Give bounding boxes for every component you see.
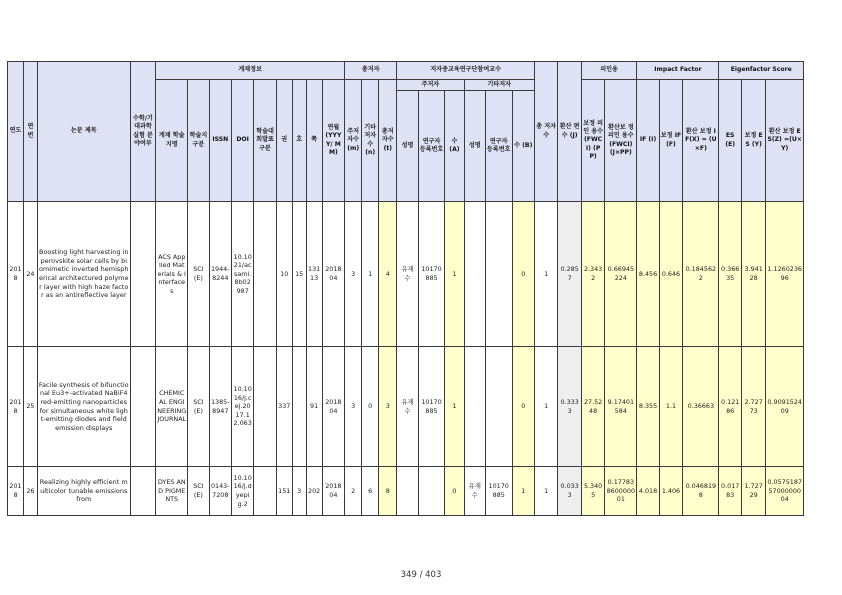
cell-page: 13113 [306,202,322,347]
cell-es-conv: 0.05751875700000004 [766,467,804,516]
cell-converted: 0.2857 [558,202,581,347]
cell-es-conv: 0.909152409 [766,347,804,467]
cell-journal: CHEMICAL ENGINEERING JOURNAL [156,347,188,467]
table-row [8,467,804,516]
header-other-authors: 기타저자수 (n) [362,80,379,202]
header-total-participants: 총 저자 수 [534,62,557,202]
cell-other-reg [485,202,512,347]
header-if-f: 보정 IF (F) [659,80,682,202]
header-journal-type: 학술지 구분 [188,80,209,202]
cell-volume: 151 [276,467,292,516]
header-count-a: 수 (A) [445,91,464,202]
cell-math-flag [130,202,156,347]
cell-issn: 1385-8947 [209,347,231,467]
header-other-name: 성명 [464,91,485,202]
header-main-group: 주저자 [397,80,464,91]
cell-issn: 0143-7208 [209,467,231,516]
cell-math-flag [130,467,156,516]
cell-es-y: 2.72773 [741,347,766,467]
cell-ss-type [254,467,276,516]
table-row [8,202,804,347]
header-fwci-conv: 환산보 정피인 용수 (FWCI) (J×PP) [605,80,637,202]
header-if-conv: 환산 보정 IF(X) = (U×F) [683,80,719,202]
cell-title: Facile synthesis of bifunctional Eu3+-activated NaBiF4 red-emitting nanoparticles for simultaneous white light-emitting diodes and field emission displays [37,347,130,467]
cell-date: 2018 04 [322,202,345,347]
table-row [8,347,804,467]
cell-converted: 0.0333 [558,467,581,516]
cell-if: 8.355 [637,347,659,467]
cell-if: 4.018 [637,467,659,516]
header-if: IF (I) [637,80,659,202]
cell-volume: 337 [276,347,292,467]
cell-fwci: 27.5248 [581,347,604,467]
cell-main-authors: 3 [345,202,362,347]
header-main-name: 성명 [397,91,418,202]
cell-doi: 10.1021/acsami.8b02987 [231,202,253,347]
header-count-b: 수 (B) [512,91,534,202]
header-page: 쪽 [306,80,322,202]
header-converted: 환산 편수 (J) [558,62,581,202]
cell-page: 202 [306,467,322,516]
header-doi: DOI [231,80,253,202]
cell-journal-type: SCI(E) [188,347,209,467]
cell-if-conv: 0.1845622 [683,202,719,347]
header-ss-type: 학술대 회발표 구분 [254,80,276,202]
header-fwci: 보정 피인 용수 (FWCI) (PP) [581,80,604,202]
cell-ss-type [254,202,276,347]
header-year: 연도 [8,62,24,202]
cell-main-authors: 3 [345,347,362,467]
cell-other-reg: 10170885 [485,467,512,516]
cell-year: 2018 [8,347,24,467]
cell-es-conv: 1.126023696 [766,202,804,347]
cell-issue [292,347,306,467]
cell-fwci: 5.3405 [581,467,604,516]
cell-converted: 0.3333 [558,347,581,467]
header-total-authors: 총저자수 (t) [379,80,397,202]
cell-if-f: 1.406 [659,467,682,516]
cell-journal: ACS Applied Materials & Interfaces [156,202,188,347]
cell-title: Boosting light harvesting in perovskite solar cells by biomimetic inverted hemispherical architectured polymer layer with high haze factor as an antireflective layer [37,202,130,347]
cell-count-a: 0 [445,467,464,516]
cell-main-name: 유재수 [397,347,418,467]
cell-main-reg [418,467,445,516]
cell-ss-type [254,347,276,467]
cell-total-authors: 3 [379,347,397,467]
cell-if-f: 1.1 [659,347,682,467]
cell-date: 2018 04 [322,467,345,516]
cell-es-y: 3.94128 [741,202,766,347]
header-other-group: 기타저자 [464,80,534,91]
header-main-authors: 주저자수 (m) [345,80,362,202]
cell-es-y: 1.72729 [741,467,766,516]
header-author-group: 총저자 [345,62,397,80]
cell-page: 91 [306,347,322,467]
header-es-group: Eigenfactor Score [719,62,804,80]
cell-issue: 3 [292,467,306,516]
cell-other-authors: 1 [362,202,379,347]
cell-main-name: 유재수 [397,202,418,347]
cell-count-a: 1 [445,202,464,347]
cell-total-authors: 4 [379,202,397,347]
cell-doi: 10.1016/j.cej.2017.12.063 [231,347,253,467]
cell-issue: 15 [292,202,306,347]
header-no: 연번 [24,62,38,202]
header-volume: 권 [276,80,292,202]
cell-total-authors: 8 [379,467,397,516]
header-date: 연월 (YYYY/ MM) [322,80,345,202]
cell-fwci-conv: 9.17401584 [605,347,637,467]
header-issue: 호 [292,80,306,202]
cell-if-conv: 0.36663 [683,347,719,467]
header-if-group: Impact Factor [637,62,719,80]
cell-journal-type: SCI(E) [188,467,209,516]
cell-if-f: 0.646 [659,202,682,347]
publication-table [7,61,804,516]
cell-other-name: 유재수 [464,467,485,516]
cell-journal-type: SCI(E) [188,202,209,347]
cell-other-name [464,347,485,467]
cell-date: 2018 04 [322,347,345,467]
header-other-reg: 연구자 등록번호 [485,91,512,202]
cell-title: Realizing highly efficient multicolor tunable emissions from [37,467,130,516]
cell-es: 0.01783 [719,467,741,516]
header-es-y: 보정 ES (Y) [741,80,766,202]
cell-main-authors: 2 [345,467,362,516]
cell-es: 0.12186 [719,347,741,467]
cell-main-reg: 10170885 [418,202,445,347]
header-journal-name: 게재 학술지명 [156,80,188,202]
page-number: 349 / 403 [400,570,442,580]
cell-no: 24 [24,202,38,347]
header-issn: ISSN [209,80,231,202]
header-es: ES (E) [719,80,741,202]
header-title: 논문 제목 [37,62,130,202]
cell-main-name [397,467,418,516]
cell-fwci-conv: 0.66945224 [605,202,637,347]
cell-other-reg [485,347,512,467]
cell-count-b: 0 [512,202,534,347]
cell-other-authors: 0 [362,347,379,467]
header-main-reg: 연구자 등록번호 [418,91,445,202]
cell-issn: 1944-8244 [209,202,231,347]
cell-other-authors: 6 [362,467,379,516]
cell-main-reg: 10170885 [418,347,445,467]
header-es-conv: 환산 보정 ES(Z) =(U×Y) [766,80,804,202]
cell-if: 8.456 [637,202,659,347]
cell-if-conv: 0.0468198 [683,467,719,516]
cell-fwci: 2.3432 [581,202,604,347]
cell-es: 0.36635 [719,202,741,347]
header-citation-group: 피인용 [581,62,636,80]
cell-no: 26 [24,467,38,516]
header-math-flag: 수학/기대과학실험 분야여부 [130,62,156,202]
cell-total-participants: 1 [534,467,557,516]
cell-no: 25 [24,347,38,467]
header-participant-group: 저자중교육연구단참여교수 [397,62,535,80]
cell-doi: 10.1016/j.dyepig.2 [231,467,253,516]
cell-count-a: 1 [445,347,464,467]
cell-year: 2018 [8,467,24,516]
cell-journal: DYES AND PIGMENTS [156,467,188,516]
cell-volume: 10 [276,202,292,347]
cell-total-participants: 1 [534,202,557,347]
cell-fwci-conv: 0.17783860000001 [605,467,637,516]
header-journal-group: 게재정보 [156,62,345,80]
cell-count-b: 1 [512,467,534,516]
cell-math-flag [130,347,156,467]
cell-count-b: 0 [512,347,534,467]
cell-total-participants: 1 [534,347,557,467]
cell-year: 2018 [8,202,24,347]
cell-other-name [464,202,485,347]
